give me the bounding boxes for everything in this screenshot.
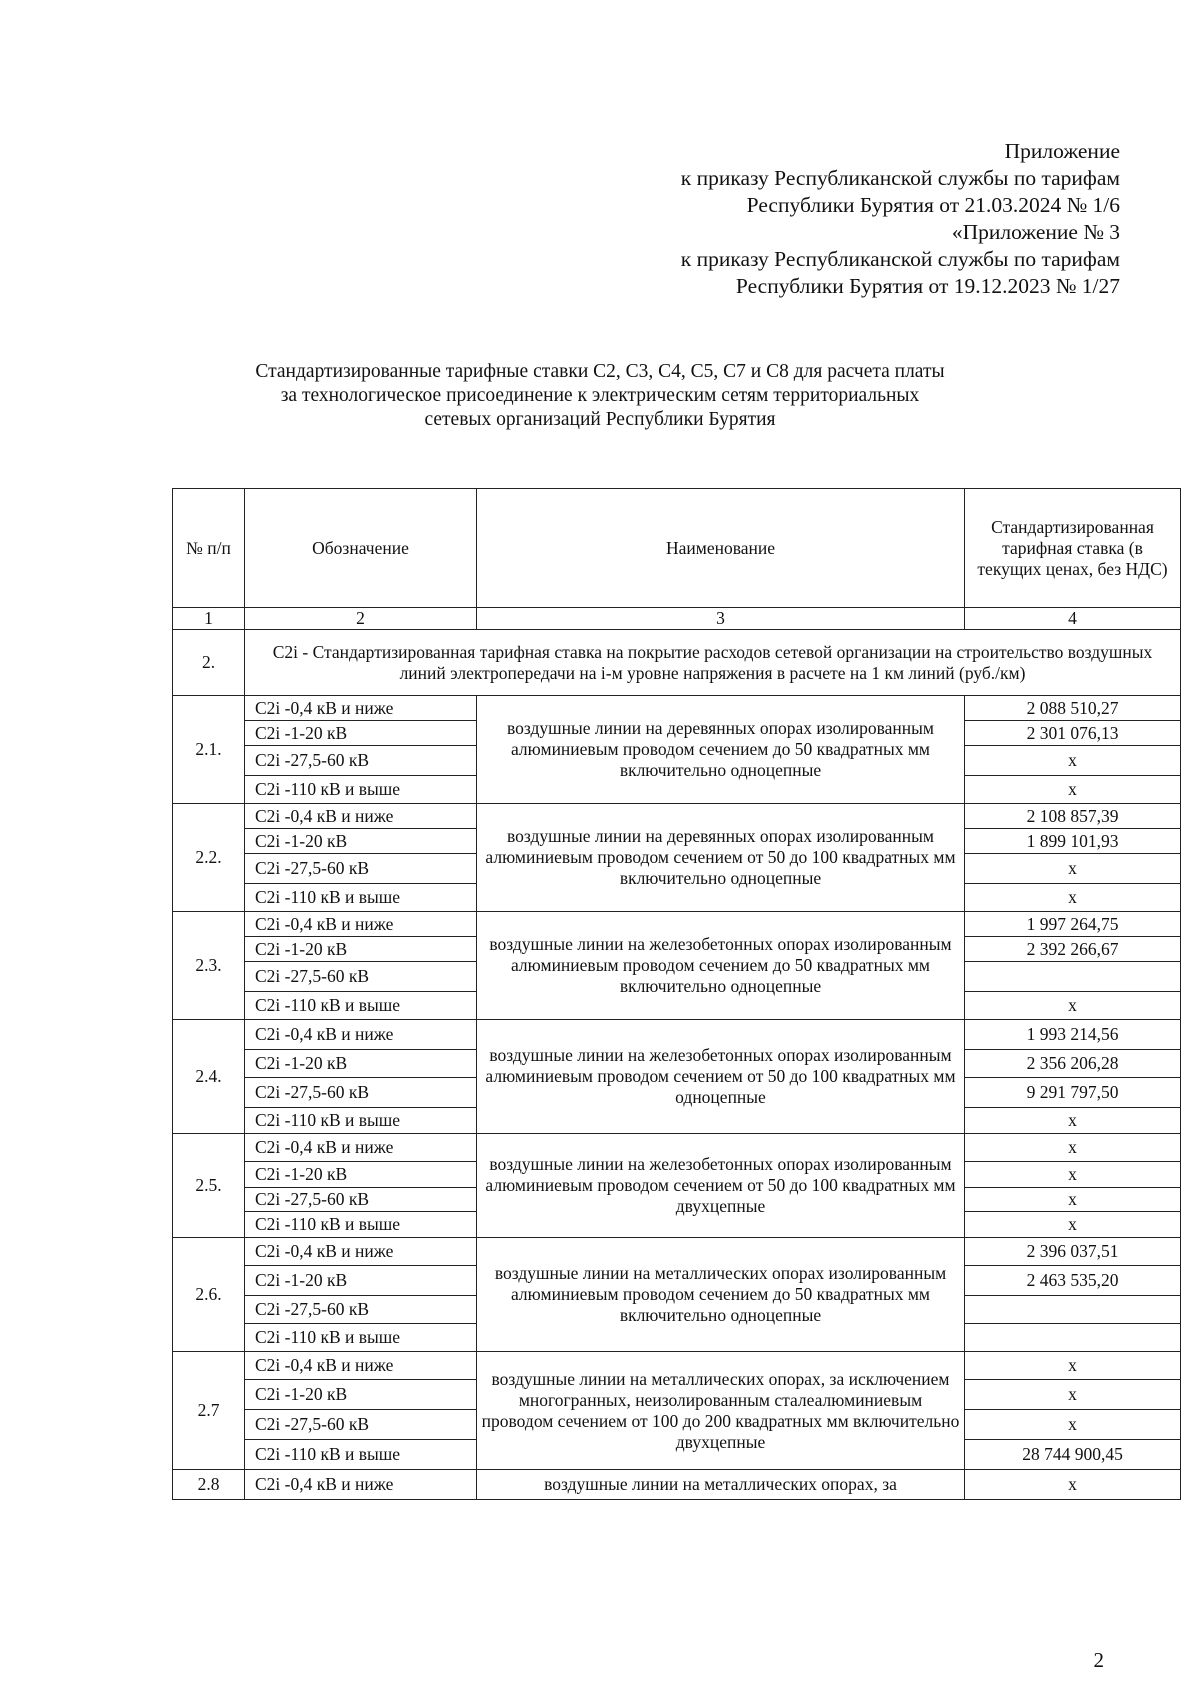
tariff-value: 2 356 206,28 [965,1050,1181,1078]
voltage-code: С2i -1-20 кВ [245,1266,477,1296]
table-row [173,696,1181,721]
title-line: сетевых организаций Республики Бурятия [424,409,776,430]
voltage-code: С2i -110 кВ и выше [245,1212,477,1238]
column-index-cell: 4 [965,608,1181,630]
voltage-code: С2i -0,4 кВ и ниже [245,696,477,721]
header-line: Республики Бурятия от 21.03.2024 № 1/6 [746,193,1120,217]
header-cell-name: Наименование [477,489,965,608]
voltage-code: С2i -1-20 кВ [245,829,477,854]
line-description: воздушные линии на деревянных опорах изолированным алюминиевым проводом сечением от 50 до 100 квадратных мм включительно одноцепные [477,804,965,912]
tariff-value [965,1324,1181,1352]
tariff-value [965,962,1181,992]
tariff-value: х [965,776,1181,804]
column-index-cell: 1 [173,608,245,630]
voltage-code: С2i -27,5-60 кВ [245,746,477,776]
tariff-value: 2 301 076,13 [965,721,1181,746]
group-number: 2.7 [173,1352,245,1470]
voltage-code: С2i -110 кВ и выше [245,1440,477,1470]
group-number: 2.3. [173,912,245,1020]
group-number: 2.1. [173,696,245,804]
appendix-header [520,138,1120,300]
voltage-code: С2i -1-20 кВ [245,1162,477,1188]
line-description: воздушные линии на железобетонных опорах изолированным алюминиевым проводом сечением от 50 до 100 квадратных мм одноцепные [477,1020,965,1134]
section-number: 2. [173,630,245,696]
table-header-row [173,489,1181,608]
tariff-value: х [965,1134,1181,1162]
tariff-value: х [965,1470,1181,1500]
page-number: 2 [1093,1648,1104,1672]
section-description: С2i - Стандартизированная тарифная ставка на покрытие расходов сетевой организации на строительство воздушных линий электропередачи на i-м уровне напряжения в расчете на 1 км линий (руб./км) [245,630,1181,696]
voltage-code: С2i -27,5-60 кВ [245,1410,477,1440]
table-row [173,1134,1181,1162]
column-index-cell: 3 [477,608,965,630]
tariff-value: х [965,992,1181,1020]
header-line: к приказу Республиканской службы по тарифам [680,247,1120,271]
tariff-value: х [965,1380,1181,1410]
group-number: 2.6. [173,1238,245,1352]
tariff-value: х [965,1108,1181,1134]
line-description: воздушные линии на металлических опорах, за [477,1470,965,1500]
header-line: Приложение [1004,139,1120,163]
tariff-value: 2 108 857,39 [965,804,1181,829]
title-line: за технологическое присоединение к электрическим сетям территориальных [280,385,920,406]
voltage-code: С2i -0,4 кВ и ниже [245,1470,477,1500]
voltage-code: С2i -1-20 кВ [245,1050,477,1078]
document-title [150,360,1050,432]
table-row [173,1020,1181,1050]
voltage-code: С2i -1-20 кВ [245,721,477,746]
voltage-code: С2i -110 кВ и выше [245,776,477,804]
section-row [173,630,1181,696]
voltage-code: С2i -0,4 кВ и ниже [245,804,477,829]
tariff-value: 1 899 101,93 [965,829,1181,854]
voltage-code: С2i -110 кВ и выше [245,992,477,1020]
table-row [173,912,1181,937]
title-line: Стандартизированные тарифные ставки С2, С3, С4, С5, С7 и С8 для расчета платы [255,361,945,382]
voltage-code: С2i -0,4 кВ и ниже [245,912,477,937]
tariff-table [172,488,1181,1500]
header-cell-code: Обозначение [245,489,477,608]
table-row [173,804,1181,829]
tariff-value: 2 463 535,20 [965,1266,1181,1296]
voltage-code: С2i -0,4 кВ и ниже [245,1352,477,1380]
line-description: воздушные линии на металлических опорах изолированным алюминиевым проводом сечением до 50 квадратных мм включительно одноцепные [477,1238,965,1352]
tariff-value: 1 997 264,75 [965,912,1181,937]
column-index-row [173,608,1181,630]
group-number: 2.2. [173,804,245,912]
voltage-code: С2i -27,5-60 кВ [245,962,477,992]
voltage-code: С2i -0,4 кВ и ниже [245,1020,477,1050]
group-number: 2.4. [173,1020,245,1134]
tariff-value: х [965,1188,1181,1212]
table-row [173,1470,1181,1500]
line-description: воздушные линии на железобетонных опорах изолированным алюминиевым проводом сечением от 50 до 100 квадратных мм двухцепные [477,1134,965,1238]
header-cell-num: № п/п [173,489,245,608]
tariff-value: х [965,1212,1181,1238]
voltage-code: С2i -110 кВ и выше [245,1108,477,1134]
tariff-value: х [965,1352,1181,1380]
column-index-cell: 2 [245,608,477,630]
header-line: к приказу Республиканской службы по тарифам [680,166,1120,190]
voltage-code: С2i -27,5-60 кВ [245,1296,477,1324]
tariff-value: 9 291 797,50 [965,1078,1181,1108]
voltage-code: С2i -0,4 кВ и ниже [245,1238,477,1266]
tariff-value: 2 088 510,27 [965,696,1181,721]
tariff-value: х [965,854,1181,884]
tariff-value [965,1296,1181,1324]
tariff-value: х [965,1162,1181,1188]
tariff-value: 1 993 214,56 [965,1020,1181,1050]
tariff-value: х [965,746,1181,776]
header-line: «Приложение № 3 [951,220,1120,244]
voltage-code: С2i -110 кВ и выше [245,1324,477,1352]
tariff-value: 28 744 900,45 [965,1440,1181,1470]
table-row [173,1352,1181,1380]
line-description: воздушные линии на деревянных опорах изолированным алюминиевым проводом сечением до 50 квадратных мм включительно одноцепные [477,696,965,804]
line-description: воздушные линии на металлических опорах, за исключением многогранных, неизолированным сталеалюминиевым проводом сечением от 100 до 200 квадратных мм включительно двухцепные [477,1352,965,1470]
tariff-value: 2 392 266,67 [965,937,1181,962]
header-line: Республики Бурятия от 19.12.2023 № 1/27 [735,274,1120,298]
tariff-value: 2 396 037,51 [965,1238,1181,1266]
voltage-code: С2i -27,5-60 кВ [245,1188,477,1212]
table-row [173,1238,1181,1266]
tariff-value: х [965,1410,1181,1440]
voltage-code: С2i -27,5-60 кВ [245,1078,477,1108]
voltage-code: С2i -27,5-60 кВ [245,854,477,884]
header-cell-rate: Стандартизированная тарифная ставка (в текущих ценах, без НДС) [965,489,1181,608]
voltage-code: С2i -110 кВ и выше [245,884,477,912]
group-number: 2.5. [173,1134,245,1238]
tariff-value: х [965,884,1181,912]
voltage-code: С2i -1-20 кВ [245,937,477,962]
line-description: воздушные линии на железобетонных опорах изолированным алюминиевым проводом сечением до 50 квадратных мм включительно одноцепные [477,912,965,1020]
group-number: 2.8 [173,1470,245,1500]
voltage-code: С2i -0,4 кВ и ниже [245,1134,477,1162]
voltage-code: С2i -1-20 кВ [245,1380,477,1410]
